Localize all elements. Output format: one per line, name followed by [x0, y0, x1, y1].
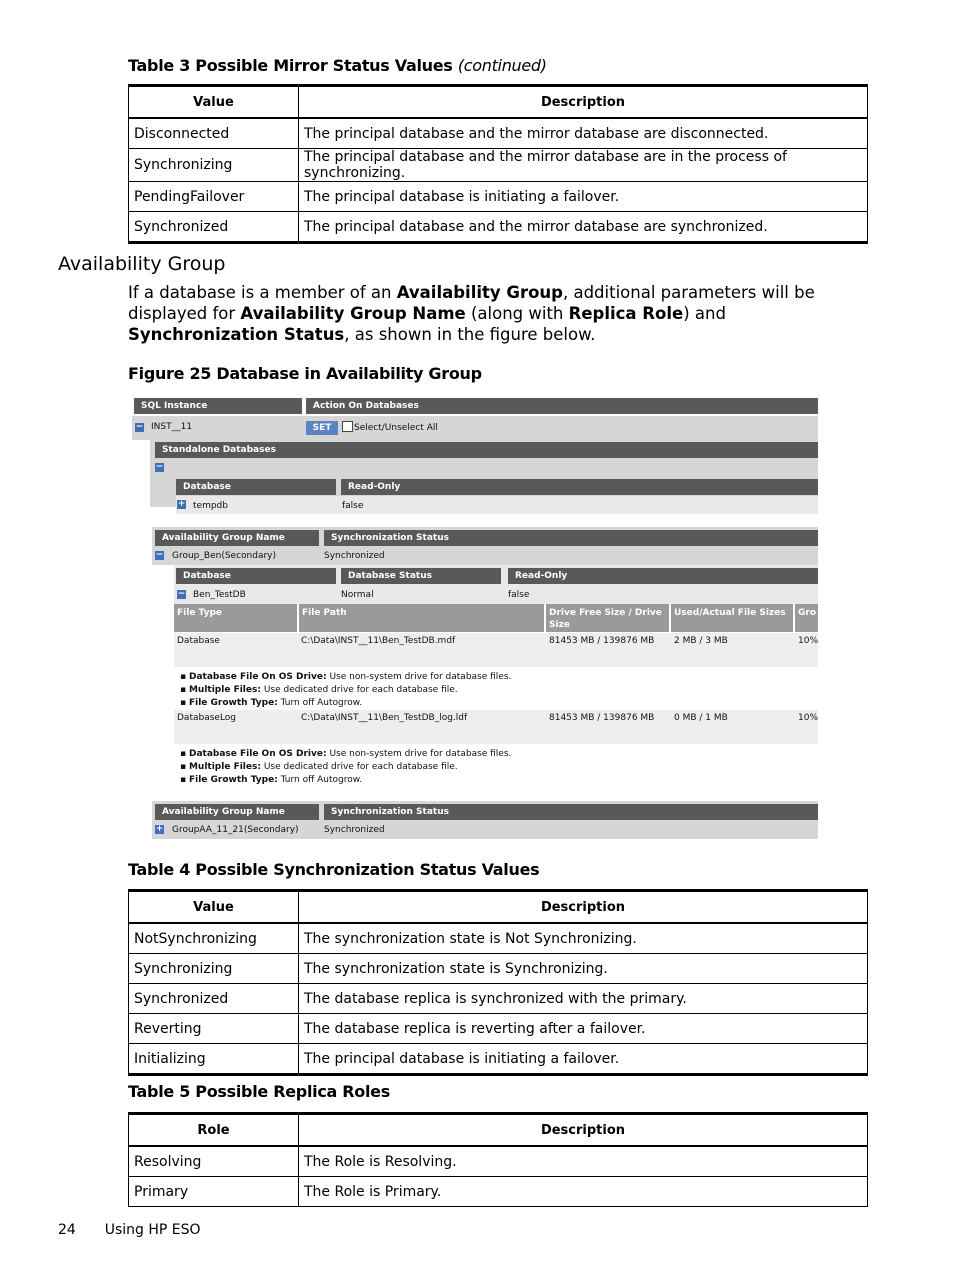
- ag1-db-readonly: false: [508, 590, 530, 600]
- collapse-icon[interactable]: −: [155, 462, 164, 472]
- collapse-icon[interactable]: −: [177, 589, 186, 599]
- file-growth: 10%: [798, 713, 818, 723]
- table4-caption: Table 4 Possible Synchronization Status Values: [128, 860, 540, 879]
- file-path: C:\Data\INST__11\Ben_TestDB.mdf: [301, 636, 456, 646]
- expand-icon[interactable]: +: [155, 824, 164, 834]
- list-item: ▪ File Growth Type: Turn off Autogrow.: [180, 698, 363, 708]
- instance-name: INST__11: [151, 422, 193, 432]
- sync-status-col-header: Synchronization Status: [324, 530, 818, 546]
- file-growth: 10%: [798, 636, 818, 646]
- expand-icon[interactable]: +: [177, 499, 186, 509]
- table3-header-description: Description: [299, 86, 868, 119]
- file-sizes-col-header: Used/Actual File Sizes: [671, 604, 793, 632]
- standalone-db-readonly: false: [342, 501, 364, 511]
- table-row: Resolving The Role is Resolving.: [129, 1146, 868, 1177]
- action-on-databases-header: Action On Databases: [306, 398, 818, 414]
- ag1-name: Group_Ben(Secondary): [172, 551, 277, 561]
- database-col-header: Database: [176, 568, 336, 584]
- file-path-col-header: File Path: [299, 604, 544, 632]
- table5-header-description: Description: [299, 1114, 868, 1147]
- footer-section-title: Using HP ESO: [104, 1222, 201, 1238]
- table4-header-description: Description: [299, 891, 868, 924]
- file-type-col-header: File Type: [174, 604, 297, 632]
- growth-col-header: Gro: [795, 604, 818, 632]
- table4: [128, 889, 868, 1076]
- table-row: Reverting The database replica is reverting after a failover.: [129, 1014, 868, 1044]
- table-row: Synchronizing The principal database and the mirror database are in the process of synchronizing.: [129, 149, 868, 182]
- list-item: ▪ File Growth Type: Turn off Autogrow.: [180, 775, 363, 785]
- table5-header-role: Role: [129, 1114, 299, 1147]
- readonly-col-header: Read-Only: [341, 479, 818, 495]
- ag2-status: Synchronized: [324, 825, 385, 835]
- ag1-db-status: Normal: [341, 590, 374, 600]
- table-row: NotSynchronizing The synchronization state is Not Synchronizing.: [129, 923, 868, 954]
- table-row: Primary The Role is Primary.: [129, 1177, 868, 1207]
- section-paragraph: If a database is a member of an Availability Group, additional parameters will be displayed for Availability Group Name (along with Replica Role) and Synchronization Status, as shown in the figure below.: [128, 283, 815, 344]
- table-row: Synchronized The principal database and the mirror database are synchronized.: [129, 212, 868, 243]
- table5: [128, 1112, 868, 1207]
- instance-row: [132, 416, 818, 440]
- ag-name-col-header: Availability Group Name: [155, 530, 319, 546]
- file-sizes: 2 MB / 3 MB: [674, 636, 728, 646]
- page-number: 24: [58, 1222, 76, 1238]
- database-col-header: Database: [176, 479, 336, 495]
- drive-size: 81453 MB / 139876 MB: [549, 636, 655, 646]
- select-all-checkbox[interactable]: [342, 421, 353, 432]
- table3-caption: Table 3 Possible Mirror Status Values (continued): [128, 56, 547, 75]
- database-status-col-header: Database Status: [341, 568, 501, 584]
- ag1-db-name: Ben_TestDB: [193, 590, 246, 600]
- list-item: ▪ Database File On OS Drive: Use non-system drive for database files.: [180, 749, 512, 759]
- ag1-status: Synchronized: [324, 551, 385, 561]
- sync-status-col-header: Synchronization Status: [324, 804, 818, 820]
- sql-instance-header: SQL Instance: [134, 398, 302, 414]
- page-footer: [58, 1222, 201, 1238]
- table-row: Initializing The principal database is initiating a failover.: [129, 1044, 868, 1075]
- list-item: ▪ Multiple Files: Use dedicated drive for each database file.: [180, 762, 458, 772]
- ag2-name: GroupAA_11_21(Secondary): [172, 825, 299, 835]
- collapse-icon[interactable]: −: [155, 550, 164, 560]
- list-item: ▪ Database File On OS Drive: Use non-system drive for database files.: [180, 672, 512, 682]
- table-row: PendingFailover The principal database is initiating a failover.: [129, 182, 868, 212]
- set-button[interactable]: SET: [306, 421, 338, 435]
- table-row: Disconnected The principal database and the mirror database are disconnected.: [129, 118, 868, 149]
- collapse-icon[interactable]: −: [135, 422, 144, 432]
- table5-caption: Table 5 Possible Replica Roles: [128, 1082, 390, 1101]
- section-heading: Availability Group: [58, 253, 226, 275]
- table-row: Synchronizing The synchronization state is Synchronizing.: [129, 954, 868, 984]
- file-type: DatabaseLog: [177, 713, 237, 723]
- ag-name-col-header: Availability Group Name: [155, 804, 319, 820]
- file-path: C:\Data\INST__11\Ben_TestDB_log.ldf: [301, 713, 468, 723]
- standalone-header: Standalone Databases: [155, 442, 818, 458]
- drive-size: 81453 MB / 139876 MB: [549, 713, 655, 723]
- table3-header-value: Value: [129, 86, 299, 119]
- figure-caption: Figure 25 Database in Availability Group: [128, 364, 482, 383]
- table-row: Synchronized The database replica is synchronized with the primary.: [129, 984, 868, 1014]
- table3: [128, 84, 868, 244]
- drive-size-col-header: Drive Free Size / Drive Size: [546, 604, 669, 632]
- standalone-row: [176, 496, 818, 514]
- readonly-col-header: Read-Only: [508, 568, 818, 584]
- standalone-db-name: tempdb: [193, 501, 228, 511]
- select-all-label: Select/Unselect All: [354, 423, 438, 433]
- figure-screenshot: [132, 396, 818, 840]
- file-sizes: 0 MB / 1 MB: [674, 713, 728, 723]
- table4-header-value: Value: [129, 891, 299, 924]
- list-item: ▪ Multiple Files: Use dedicated drive for each database file.: [180, 685, 458, 695]
- file-type: Database: [177, 636, 220, 646]
